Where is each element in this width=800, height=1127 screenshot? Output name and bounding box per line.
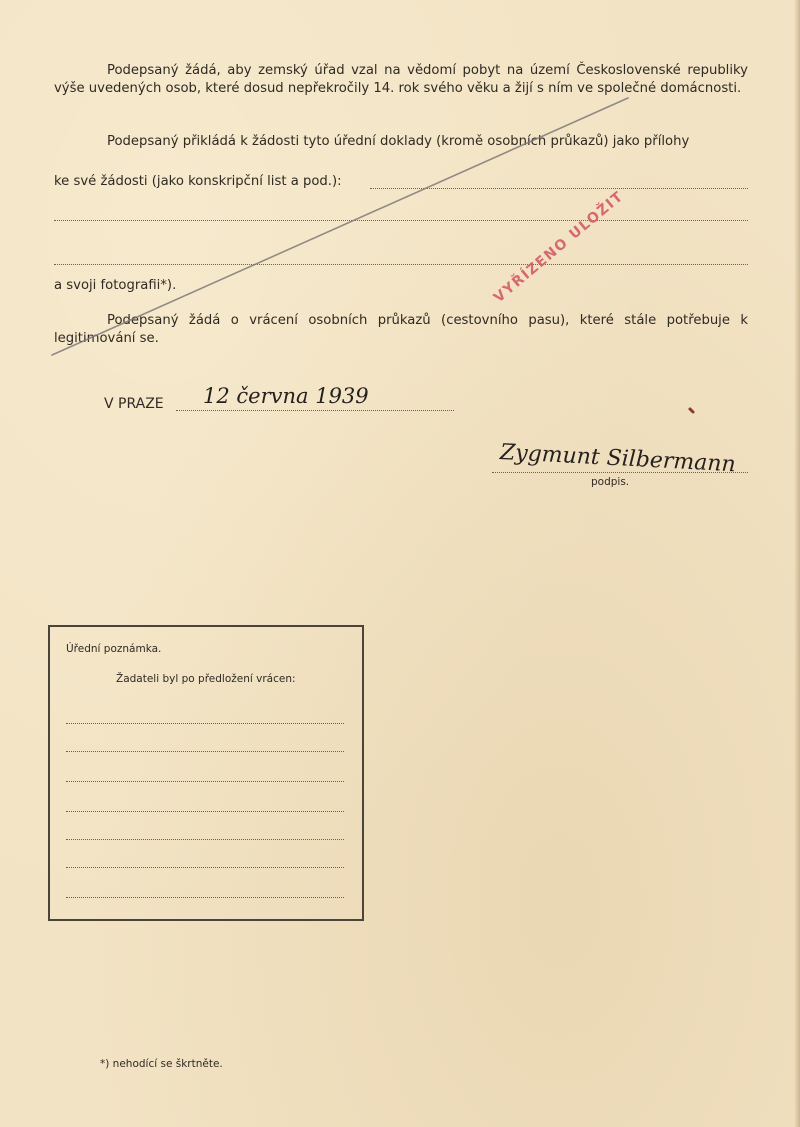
note-dotted-line-3 (66, 781, 344, 782)
paragraph-return-documents: Podepsaný žádá o vrácení osobních průkazů (cestovního pasu), které stále potřebuje k legitimování se. (54, 313, 748, 346)
note-dotted-line-5 (66, 839, 344, 840)
note-dotted-line-6 (66, 867, 344, 868)
paragraph-attachments-intro: Podepsaný přikládá k žádosti tyto úřední doklady (kromě osobních průkazů) jako přílohy (107, 134, 690, 149)
paragraph-residence-notice: Podepsaný žádá, aby zemský úřad vzal na vědomí pobyt na území Československé republiky výše uvedených osob, které dosud nepřekročily 14. rok svého věku a žijí s ním ve společné domácnosti. (54, 63, 748, 96)
official-note-title: Úřední poznámka. (66, 643, 162, 655)
note-dotted-line-1 (66, 723, 344, 724)
photo-line: a svoji fotografii*). (54, 278, 177, 293)
note-dotted-line-4 (66, 811, 344, 812)
official-note-box (48, 625, 364, 921)
stamp-resolved-file: VYŘÍZENO ULOŽIT (490, 188, 627, 307)
place-label: V PRAZE (104, 396, 164, 412)
attachments-label: ke své žádosti (jako konskripční list a pod.): (54, 174, 342, 189)
note-dotted-line-2 (66, 751, 344, 752)
handwritten-date: 12 června 1939 (203, 384, 369, 408)
note-dotted-line-7 (66, 897, 344, 898)
signature-caption: podpis. (591, 476, 630, 488)
handwritten-signature: Zygmunt Silbermann (499, 440, 737, 478)
footnote: *) nehodící se škrtněte. (100, 1058, 223, 1070)
official-note-returned-label: Žadateli byl po předložení vrácen: (116, 673, 296, 685)
